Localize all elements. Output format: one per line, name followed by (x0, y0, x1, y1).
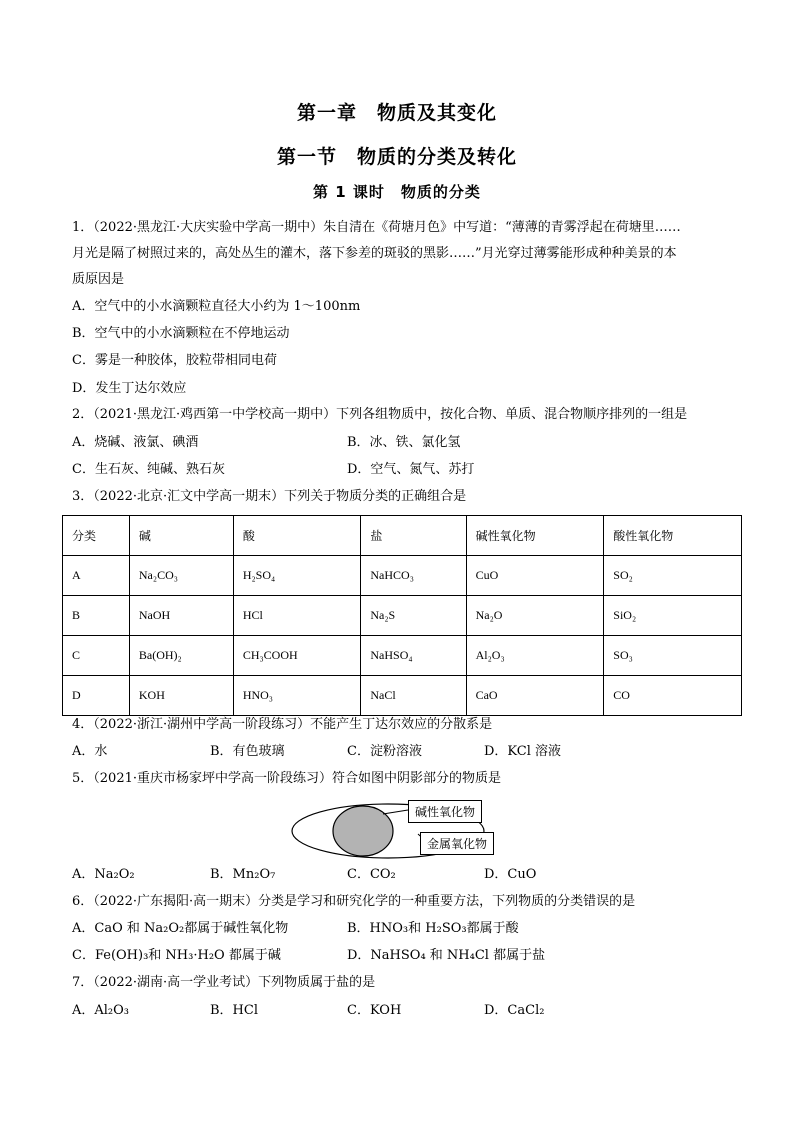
q6-option-a: A．CaO 和 Na₂O₂都属于碱性氧化物 (72, 921, 289, 936)
lesson-title: 第 1 课时 物质的分类 (313, 183, 481, 201)
table-cell: CO (604, 676, 742, 716)
q1-stem-line3: 质原因是 (72, 272, 125, 287)
table-row (63, 556, 742, 596)
table-cell: HNO₃ (233, 676, 361, 716)
table-header-cell: 盐 (361, 516, 466, 556)
table-cell: SiO₂ (604, 596, 742, 636)
q6-stem: 6．（2022·广东揭阳·高一期末）分类是学习和研究化学的一种重要方法，下列物质的分类错误的是 (72, 894, 636, 909)
table-cell: HCl (233, 596, 361, 636)
table-row (63, 676, 742, 716)
table-cell: H₂SO₄ (233, 556, 361, 596)
table-header-cell: 酸 (233, 516, 361, 556)
table-cell: Al₂O₃ (466, 636, 604, 676)
table-cell: B (63, 596, 130, 636)
table-header-cell: 碱性氧化物 (466, 516, 604, 556)
q4-option-b: B．有色玻璃 (210, 744, 285, 759)
table-cell: CaO (466, 676, 604, 716)
table-cell: C (63, 636, 130, 676)
q5-option-d: D．CuO (484, 867, 537, 882)
table-cell: Ba(OH)₂ (129, 636, 233, 676)
table-cell: Na₂CO₃ (129, 556, 233, 596)
table-header-cell: 分类 (63, 516, 130, 556)
q2-option-d: D．空气、氮气、苏打 (347, 462, 475, 477)
q1-option-d: D．发生丁达尔效应 (72, 381, 187, 396)
q7-stem: 7．（2022·湖南·高一学业考试）下列物质属于盐的是 (72, 975, 376, 990)
q5-stem: 5．（2021·重庆市杨家坪中学高一阶段练习）符合如图中阴影部分的物质是 (72, 771, 501, 786)
q1-option-b: B．空气中的小水滴颗粒在不停地运动 (72, 326, 290, 341)
q7-option-c: C．KOH (347, 1003, 402, 1018)
label-metal-oxide: 金属氧化物 (420, 832, 494, 855)
q2-stem: 2．（2021·黑龙江·鸡西第一中学校高一期中）下列各组物质中，按化合物、单质、混合物顺序排列的一组是 (72, 407, 688, 422)
venn-diagram (288, 800, 508, 866)
q4-option-a: A．水 (72, 744, 108, 759)
table-cell: SO₃ (604, 636, 742, 676)
label-basic-oxide: 碱性氧化物 (408, 800, 482, 823)
table-cell: SO₂ (604, 556, 742, 596)
chapter-title: 第一章 物质及其变化 (296, 102, 497, 124)
table-cell: KOH (129, 676, 233, 716)
table-row (63, 596, 742, 636)
table-header-cell: 酸性氧化物 (604, 516, 742, 556)
table-cell: CH₃COOH (233, 636, 361, 676)
q5-option-b: B．Mn₂O₇ (210, 867, 276, 882)
q2-option-b: B．冰、铁、氯化氢 (347, 435, 461, 450)
q5-option-a: A．Na₂O₂ (72, 867, 135, 882)
table-cell: A (63, 556, 130, 596)
q1-stem-line2: 月光是隔了树照过来的，高处丛生的灌木，落下参差的斑驳的黑影……”月光穿过薄雾能形成种种美景的本 (72, 246, 677, 261)
q4-stem: 4．（2022·浙江·湖州中学高一阶段练习）不能产生丁达尔效应的分散系是 (72, 717, 493, 732)
q2-option-a: A．烧碱、液氯、碘酒 (72, 435, 199, 450)
q4-option-d: D．KCl 溶液 (484, 744, 562, 759)
table-cell: NaHCO₃ (361, 556, 466, 596)
table-row (63, 636, 742, 676)
q1-option-a: A．空气中的小水滴颗粒直径大小约为 1～100nm (72, 299, 361, 314)
section-title: 第一节 物质的分类及转化 (276, 146, 517, 168)
q6-option-c: C．Fe(OH)₃和 NH₃·H₂O 都属于碱 (72, 948, 281, 963)
q5-option-c: C．CO₂ (347, 867, 396, 882)
table-header-row (63, 516, 742, 556)
table-cell: Na₂O (466, 596, 604, 636)
leader-line-inner (383, 810, 408, 814)
q7-option-d: D．CaCl₂ (484, 1003, 545, 1018)
q7-option-b: B．HCl (210, 1003, 258, 1018)
table-cell: Na₂S (361, 596, 466, 636)
table-cell: NaCl (361, 676, 466, 716)
table-header-cell: 碱 (129, 516, 233, 556)
classification-table (62, 515, 742, 716)
q6-option-d: D．NaHSO₄ 和 NH₄Cl 都属于盐 (347, 948, 546, 963)
q4-option-c: C．淀粉溶液 (347, 744, 422, 759)
q6-option-b: B．HNO₃和 H₂SO₃都属于酸 (347, 921, 519, 936)
q1-stem-line1: 1．（2022·黑龙江·大庆实验中学高一期中）朱自清在《荷塘月色》中写道：“薄薄的青雾浮起在荷塘里…… (72, 220, 681, 235)
table-cell: D (63, 676, 130, 716)
q1-option-c: C．雾是一种胶体，胶粒带相同电荷 (72, 353, 277, 368)
q2-option-c: C．生石灰、纯碱、熟石灰 (72, 462, 225, 477)
table-cell: NaOH (129, 596, 233, 636)
q3-stem: 3．（2022·北京·汇文中学高一期末）下列关于物质分类的正确组合是 (72, 489, 467, 504)
table-cell: NaHSO₄ (361, 636, 466, 676)
q7-option-a: A．Al₂O₃ (72, 1003, 130, 1018)
table-cell: CuO (466, 556, 604, 596)
